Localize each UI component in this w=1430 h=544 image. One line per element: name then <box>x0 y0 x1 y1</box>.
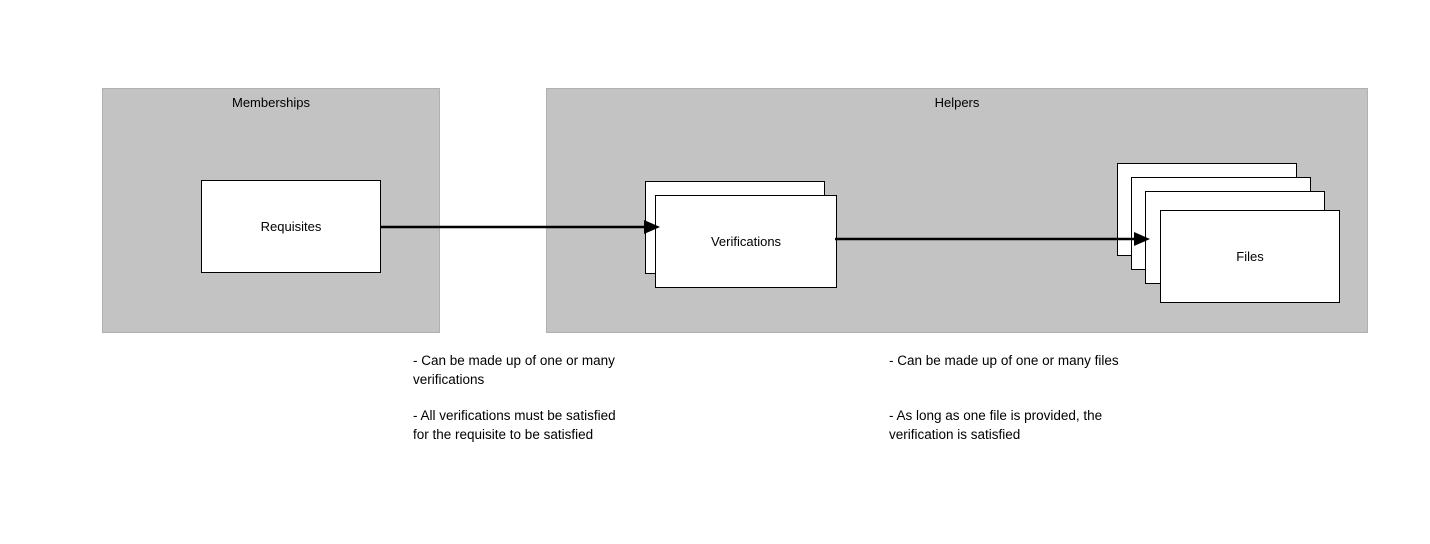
group-memberships-label: Memberships <box>231 95 311 110</box>
node-verifications-label: Verifications <box>710 233 782 249</box>
node-requisites-label: Requisites <box>260 218 322 234</box>
group-helpers-label: Helpers <box>934 95 980 110</box>
arrow-requisites-to-verifications <box>380 212 660 242</box>
node-requisites[interactable] <box>201 180 381 273</box>
arrow-verifications-to-files <box>835 224 1150 254</box>
node-files[interactable] <box>1160 210 1340 303</box>
note-files-satisfaction: - As long as one file is provided, the verification is satisfied <box>889 408 1103 442</box>
node-files-label: Files <box>1236 248 1264 264</box>
note-verifications-composition: - Can be made up of one or many verifications <box>413 353 615 387</box>
node-verifications[interactable] <box>655 195 837 288</box>
note-files-composition: - Can be made up of one or many files <box>889 353 1119 368</box>
note-verifications-satisfaction: - All verifications must be satisfied for the requisite to be satisfied <box>413 408 616 442</box>
